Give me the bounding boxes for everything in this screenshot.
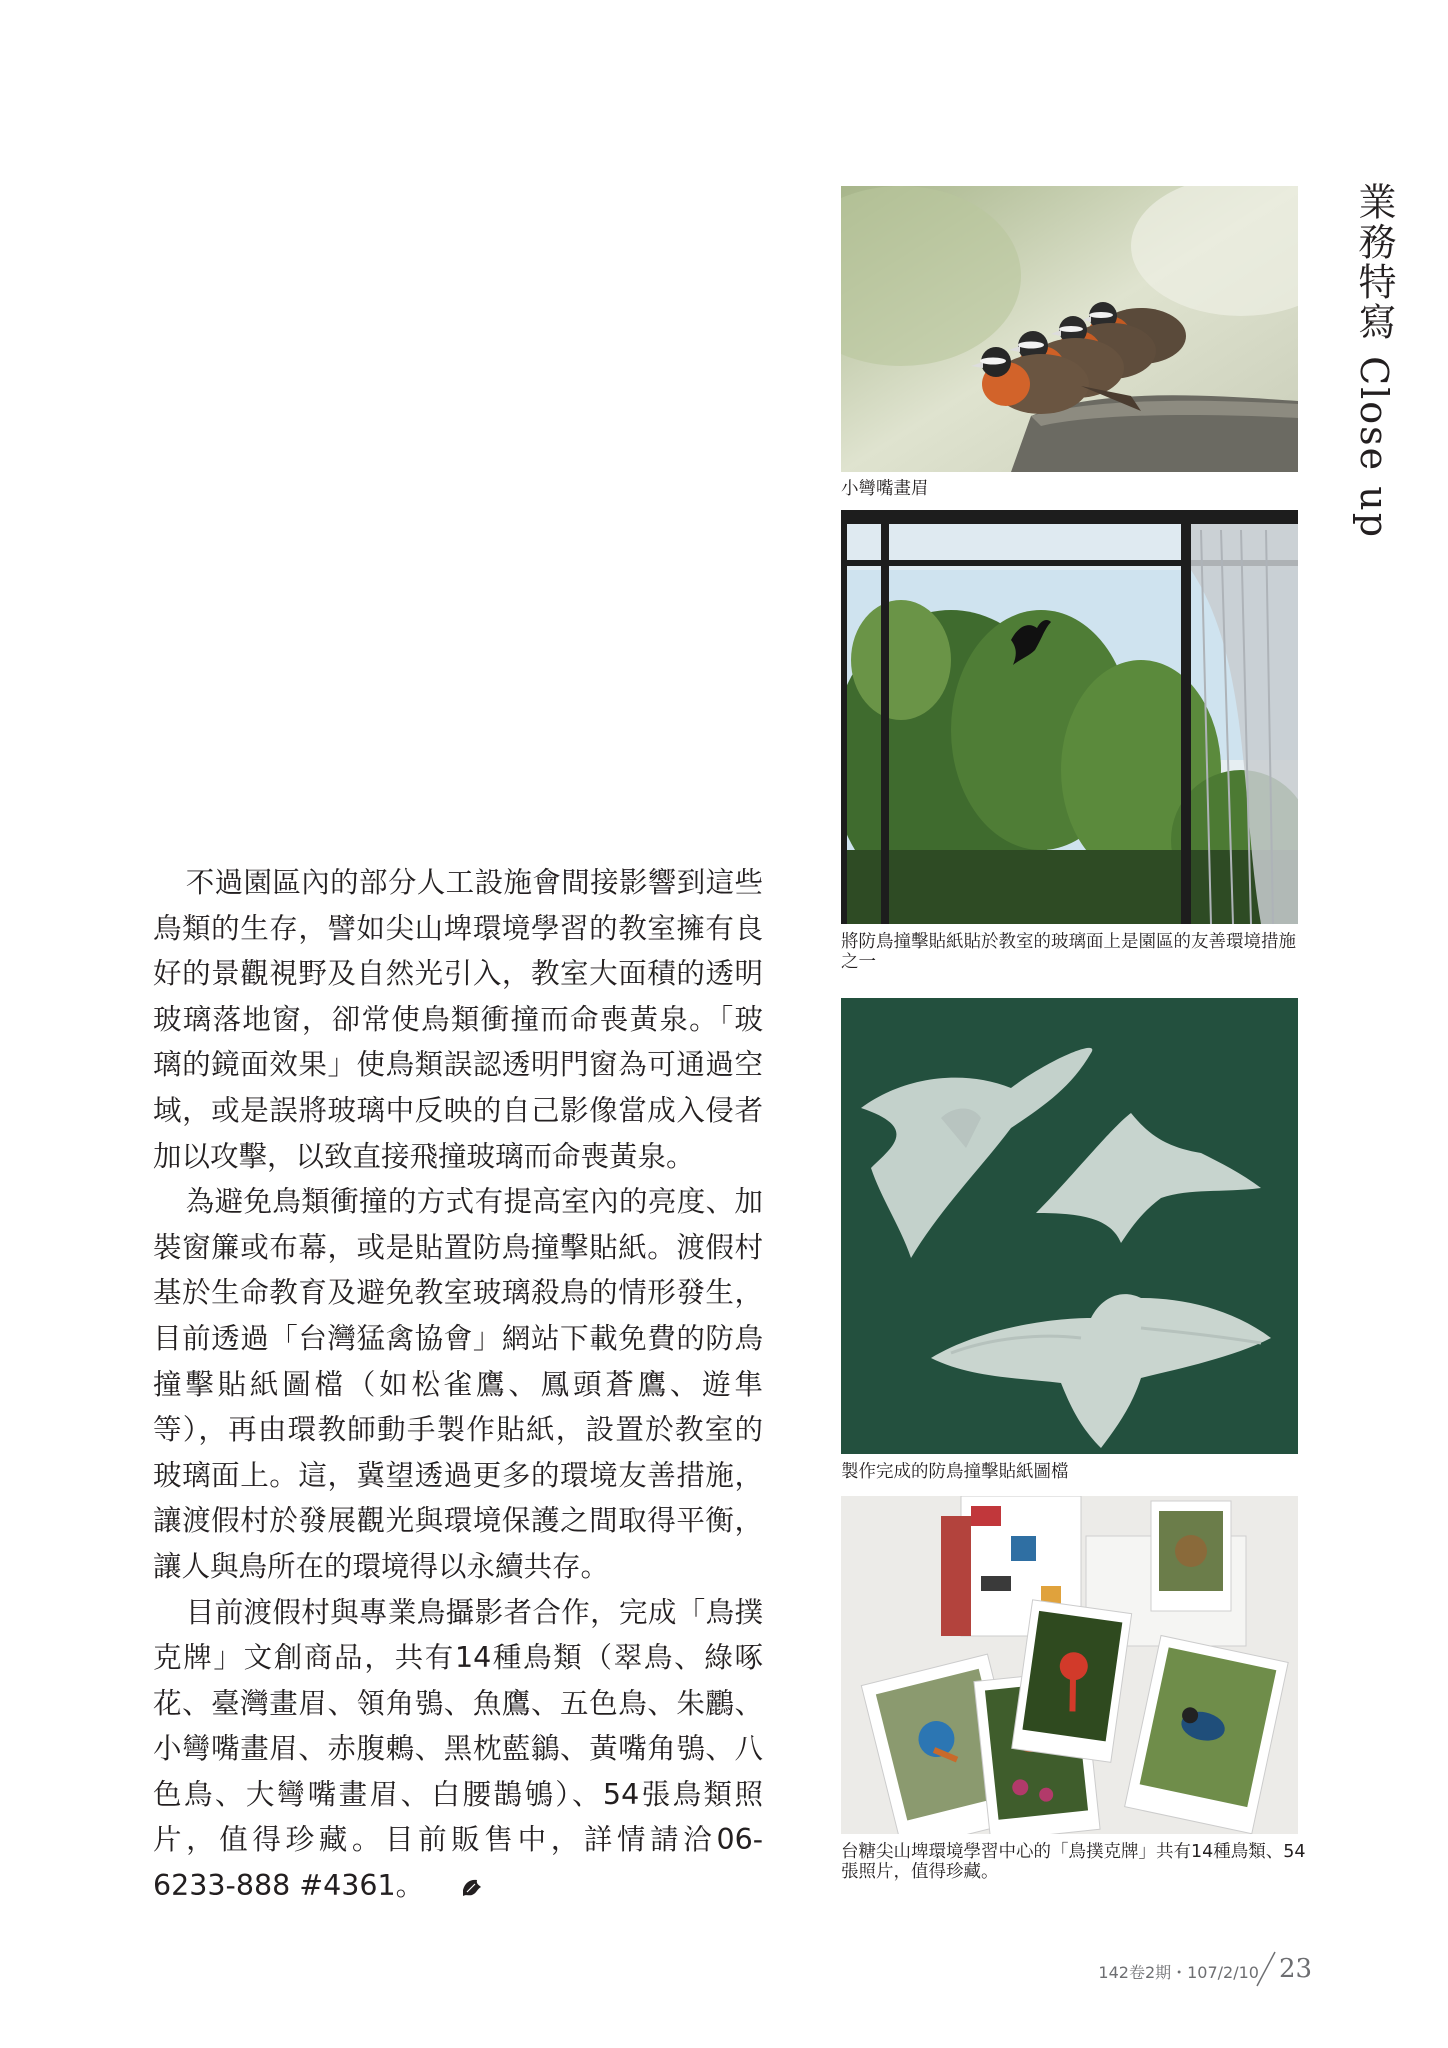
page-footer	[1095, 1950, 1315, 1990]
stickers-photo	[841, 998, 1298, 1454]
article-paragraph	[153, 1590, 763, 1912]
bird-photo	[841, 186, 1298, 472]
playing-cards-photo	[841, 1496, 1298, 1834]
leaf-ornament-icon	[428, 1866, 483, 1912]
page-number: 23	[1279, 1954, 1313, 1984]
figure-caption: 製作完成的防鳥撞擊貼紙圖檔	[841, 1462, 1069, 1482]
issue-info: 142卷2期・107/2/10	[1098, 1963, 1259, 1982]
article-paragraph: 為避免鳥類衝撞的方式有提高室內的亮度、加裝窗簾或布幕，或是貼置防鳥撞擊貼紙。渡假村基於生命教育及避免教室玻璃殺鳥的情形發生，目前透過「台灣猛禽協會」網站下載免費的防鳥撞擊貼紙圖檔（如松雀鷹、鳳頭蒼鷹、遊隼等），再由環教師動手製作貼紙，設置於教室的玻璃面上。這，冀望透過更多的環境友善措施，讓渡假村於發展觀光與環境保護之間取得平衡，讓人與鳥所在的環境得以永續共存。	[153, 1185, 763, 1583]
window-photo	[841, 510, 1298, 924]
article-paragraph-text: 目前渡假村與專業鳥攝影者合作，完成「鳥撲克牌」文創商品，共有14種鳥類（翠鳥、綠啄花、臺灣畫眉、領角鴞、魚鷹、五色鳥、朱鸝、小彎嘴畫眉、赤腹鶇、黑枕藍鶲、黃嘴角鴞、八色鳥、大彎嘴畫眉、白腰鵲鴝）、54張鳥類照片，值得珍藏。目前販售中，詳情請洽06-6233-888 #4361。	[153, 1595, 763, 1903]
figure-caption: 小彎嘴畫眉	[841, 479, 929, 499]
section-label: 業務特寫 Close up	[1352, 182, 1396, 540]
article-paragraph: 不過園區內的部分人工設施會間接影響到這些鳥類的生存，譬如尖山埤環境學習的教室擁有良好的景觀視野及自然光引入，教室大面積的透明玻璃落地窗，卻常使鳥類衝撞而命喪黃泉。「玻璃的鏡面效果」使鳥類誤認透明門窗為可通過空域，或是誤將玻璃中反映的自己影像當成入侵者加以攻擊，以致直接飛撞玻璃而命喪黃泉。	[153, 866, 763, 1173]
figure-caption: 將防鳥撞擊貼紙貼於教室的玻璃面上是園區的友善環境措施之一	[841, 932, 1296, 972]
figure-caption: 台糖尖山埤環境學習中心的「鳥撲克牌」共有14種鳥類、54張照片，值得珍藏。	[841, 1842, 1306, 1882]
article-body	[153, 860, 763, 1912]
footer-divider	[1255, 1950, 1277, 1988]
